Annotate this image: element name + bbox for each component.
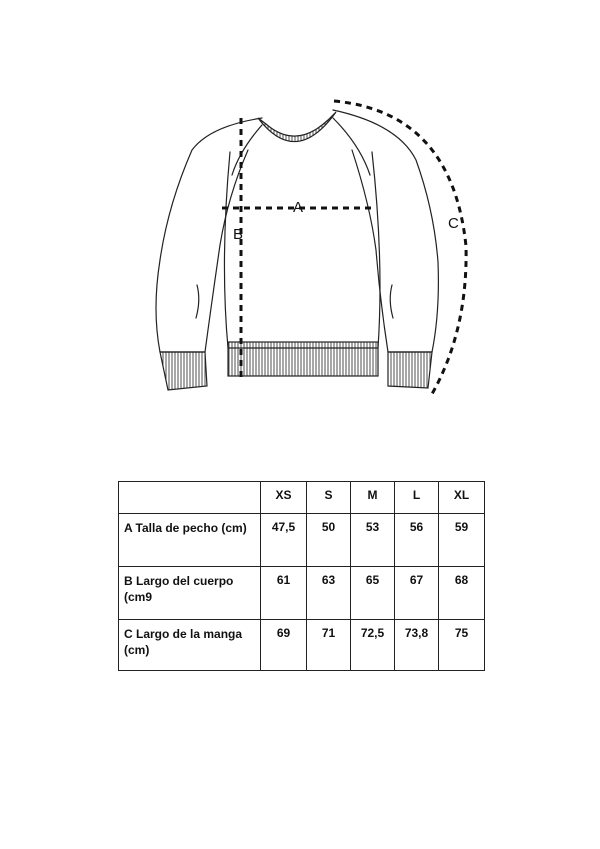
row-label-body-length: B Largo del cuerpo (cm9	[119, 567, 261, 620]
left-sleeve	[156, 118, 262, 352]
measure-c-label: C	[448, 215, 459, 232]
body-outline	[224, 152, 380, 348]
cell-sleeve-m: 72,5	[351, 620, 395, 671]
cell-sleeve-l: 73,8	[395, 620, 439, 671]
cell-body-m: 65	[351, 567, 395, 620]
cell-sleeve-xs: 69	[261, 620, 307, 671]
size-header-xs: XS	[261, 482, 307, 514]
table-row	[119, 620, 485, 671]
cell-sleeve-xl: 75	[439, 620, 485, 671]
table-row	[119, 567, 485, 620]
cell-body-l: 67	[395, 567, 439, 620]
cell-body-xl: 68	[439, 567, 485, 620]
cell-body-xs: 61	[261, 567, 307, 620]
table-row	[119, 514, 485, 567]
cell-body-s: 63	[307, 567, 351, 620]
measure-b-label: B	[233, 226, 244, 243]
collar-rib	[258, 112, 336, 142]
size-header-l: L	[395, 482, 439, 514]
right-sleeve	[333, 110, 438, 352]
header-blank-cell	[119, 482, 261, 514]
size-header-s: S	[307, 482, 351, 514]
cell-chest-l: 56	[395, 514, 439, 567]
right-cuff	[388, 352, 432, 388]
size-header-row	[119, 482, 485, 514]
size-header-m: M	[351, 482, 395, 514]
cell-chest-m: 53	[351, 514, 395, 567]
row-label-sleeve-length: C Largo de la manga (cm)	[119, 620, 261, 671]
hem-rib	[228, 342, 378, 376]
cell-chest-xl: 59	[439, 514, 485, 567]
size-header-xl: XL	[439, 482, 485, 514]
row-label-chest: A Talla de pecho (cm)	[119, 514, 261, 567]
cell-chest-s: 50	[307, 514, 351, 567]
left-cuff	[160, 352, 207, 390]
measure-a-label: A	[293, 199, 304, 216]
size-table	[118, 481, 485, 671]
cell-sleeve-s: 71	[307, 620, 351, 671]
cell-chest-xs: 47,5	[261, 514, 307, 567]
